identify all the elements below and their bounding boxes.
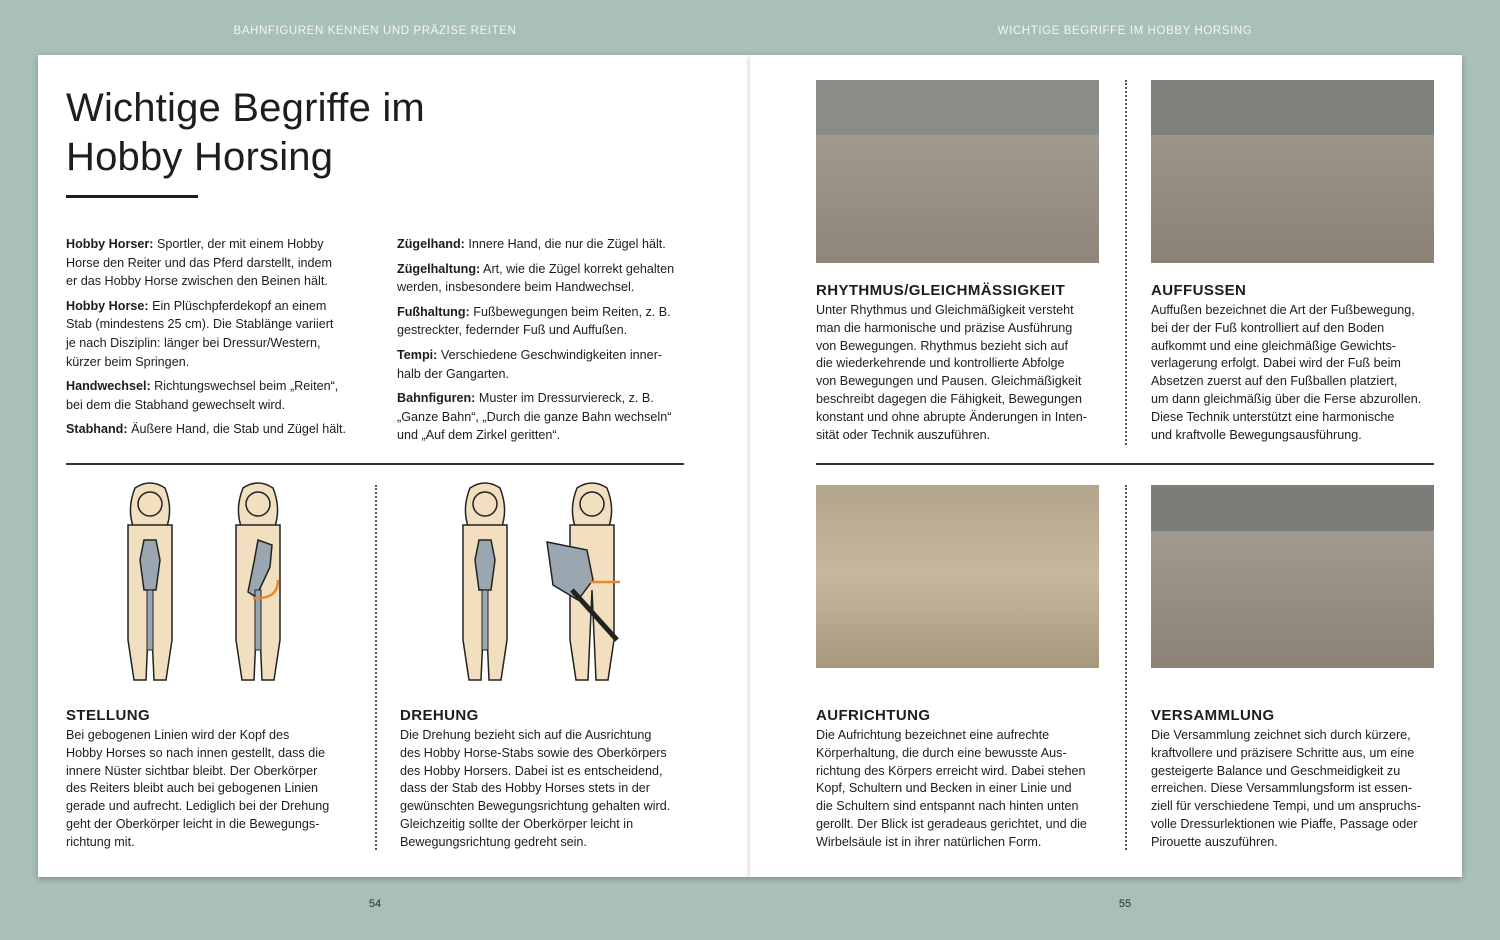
definition-text: Sportler, der mit einem Hobby Horse den Reiter und das Pferd darstellt, indem er das Hobby Horse zwischen den Beinen hält.	[66, 237, 333, 289]
term: Tempi:	[397, 347, 438, 362]
definition-text: Verschiedene Geschwindigkeiten inner- halb der Gangarten.	[397, 347, 663, 381]
term: Fußhaltung:	[397, 304, 470, 319]
page-number-right: 55	[1118, 898, 1132, 910]
figure-straight	[128, 483, 172, 680]
definition-text: Richtungswechsel beim „Reiten“, bei dem die Stabhand gewechselt wird.	[66, 379, 339, 412]
definition-text: Muster im Dressurviereck, z. B. „Ganze Bahn“, „Durch die ganze Bahn wechseln“ und „Auf dem Zirkel geritten“.	[397, 391, 672, 443]
definition-text: Innere Hand, die nur die Zügel hält.	[464, 237, 666, 251]
photo-rhythmus	[816, 80, 1099, 263]
page-number-left: 54	[368, 898, 382, 910]
section-text: Bei gebogenen Linien wird der Kopf des Hobby Horses so nach innen gestellt, dass die innere Nüster sichtbar bleibt. Der Oberkörper des Reiters bleibt auch bei gebogenen Linien gerade und aufrecht. Lediglich bei der Drehung geht der Oberkörper leicht in die Bewegungs- richtung mit.	[66, 728, 330, 849]
figure-flexed	[236, 483, 280, 680]
figure-turned	[547, 483, 620, 680]
definition	[66, 297, 366, 371]
section-text: Unter Rhythmus und Gleichmäßigkeit versteht man die harmonische und präzise Ausführung von Bewegungen. Rhythmus bezieht sich auf die wiederkehrende und kontrollierte Abfolge von Bewegungen und Pausen. Gleichmäßigkeit beschreibt dagegen die Fähigkeit, Bewegungen konstant und ohne abrupte Änderungen in Inten- sität oder Technik auszuführen.	[816, 303, 1087, 442]
definition	[66, 377, 366, 414]
definition-text: Äußere Hand, die Stab und Zügel hält.	[127, 422, 347, 437]
section-text: Die Drehung bezieht sich auf die Ausrichtung des Hobby Horse-Stabs sowie des Oberkörpers des Hobby Horsers. Dabei ist es entscheidend, dass der Stab des Hobby Horses stets in der gewünschten Bewegungsrichtung gehalten wird. Gleichzeitig sollte der Oberkörper leicht in Bewegungsrichtung gedreht sein.	[400, 728, 671, 849]
definition	[397, 346, 697, 383]
section-auffussen	[1151, 282, 1451, 444]
title-underline	[66, 195, 198, 198]
dotted-divider	[1125, 485, 1127, 850]
section-heading: RHYTHMUS/GLEICHMÄSSIGKEIT	[816, 282, 1066, 299]
definition	[397, 389, 697, 445]
term: Bahnfiguren:	[397, 391, 476, 406]
section-heading: VERSAMMLUNG	[1151, 707, 1275, 724]
page-title: Wichtige Begriffe im Hobby Horsing	[66, 86, 425, 179]
section-aufrichtung	[816, 707, 1116, 852]
definition	[397, 235, 697, 254]
definition	[397, 303, 697, 340]
running-head-left: BAHNFIGUREN KENNEN UND PRÄZISE REITEN	[233, 25, 517, 37]
section-heading: STELLUNG	[66, 707, 151, 724]
term: Stabhand:	[66, 422, 128, 437]
definition	[66, 420, 366, 439]
section-heading: AUFFUSSEN	[1151, 282, 1247, 299]
definition	[397, 260, 697, 297]
section-rhythmus	[816, 282, 1116, 444]
definition-text: Art, wie die Zügel korrekt gehalten werden, insbesondere beim Handwechsel.	[397, 261, 675, 295]
divider	[816, 463, 1434, 465]
rider-illustrations	[100, 480, 700, 690]
term: Zügelhand:	[397, 237, 465, 251]
section-heading: DREHUNG	[400, 707, 479, 724]
photo-versammlung	[1151, 485, 1434, 668]
definition	[66, 235, 366, 291]
term: Zügelhaltung:	[397, 261, 481, 276]
section-text: Die Versammlung zeichnet sich durch kürzere, kraftvollere und präzisere Schritte aus, um eine gesteigerte Balance und Geschmeidigkeit zu erreichen. Diese Versammlungsform ist essen- ziell für verschiedene Tempi, und um anspruchs- volle Dressurlektionen wie Piaffe, Passage oder Pirouette auszuführen.	[1151, 728, 1421, 849]
figure-straight	[463, 483, 507, 680]
running-head-right: WICHTIGE BEGRIFFE IM HOBBY HORSING	[997, 25, 1253, 37]
photo-aufrichtung	[816, 485, 1099, 668]
term: Handwechsel:	[66, 379, 151, 394]
definitions-column-right	[397, 235, 697, 451]
section-drehung	[400, 707, 700, 852]
definitions-column-left	[66, 235, 366, 445]
section-text: Auffußen bezeichnet die Art der Fußbewegung, bei der der Fuß kontrolliert auf den Boden aufkommt und eine gleichmäßige Gewichts- verlagerung erfolgt. Dabei wird der Fuß beim Absetzen zuerst auf den Fußballen platziert, um dann gleichmäßig über die Ferse abzurollen. Diese Technik unterstützt eine harmonische und kraftvolle Bewegungsausführung.	[1151, 303, 1422, 442]
term: Hobby Horse:	[66, 298, 149, 313]
definition-text: Ein Plüschpferdekopf an einem Stab (mindestens 25 cm). Die Stablänge variiert je nach Disziplin: länger bei Dressur/Western, kürzer beim Springen.	[66, 298, 334, 369]
section-versammlung	[1151, 707, 1451, 852]
section-heading: AUFRICHTUNG	[816, 707, 931, 724]
section-text: Die Aufrichtung bezeichnet eine aufrechte Körperhaltung, die durch eine bewusste Aus- richtung des Körpers erreicht wird. Dabei stehen Kopf, Schultern und Becken in einer Linie und die Schultern sind entspannt nach hinten unten gerollt. Der Blick ist geradeaus gerichtet, und die Wirbelsäule ist in ihrer natürlichen Form.	[816, 728, 1087, 849]
divider	[66, 463, 684, 465]
section-stellung	[66, 707, 366, 852]
term: Hobby Horser:	[66, 237, 154, 251]
photo-auffussen	[1151, 80, 1434, 263]
dotted-divider	[1125, 80, 1127, 445]
definition-text: Fußbewegungen beim Reiten, z. B. gestreckter, federnder Fuß und Auffußen.	[397, 304, 671, 338]
